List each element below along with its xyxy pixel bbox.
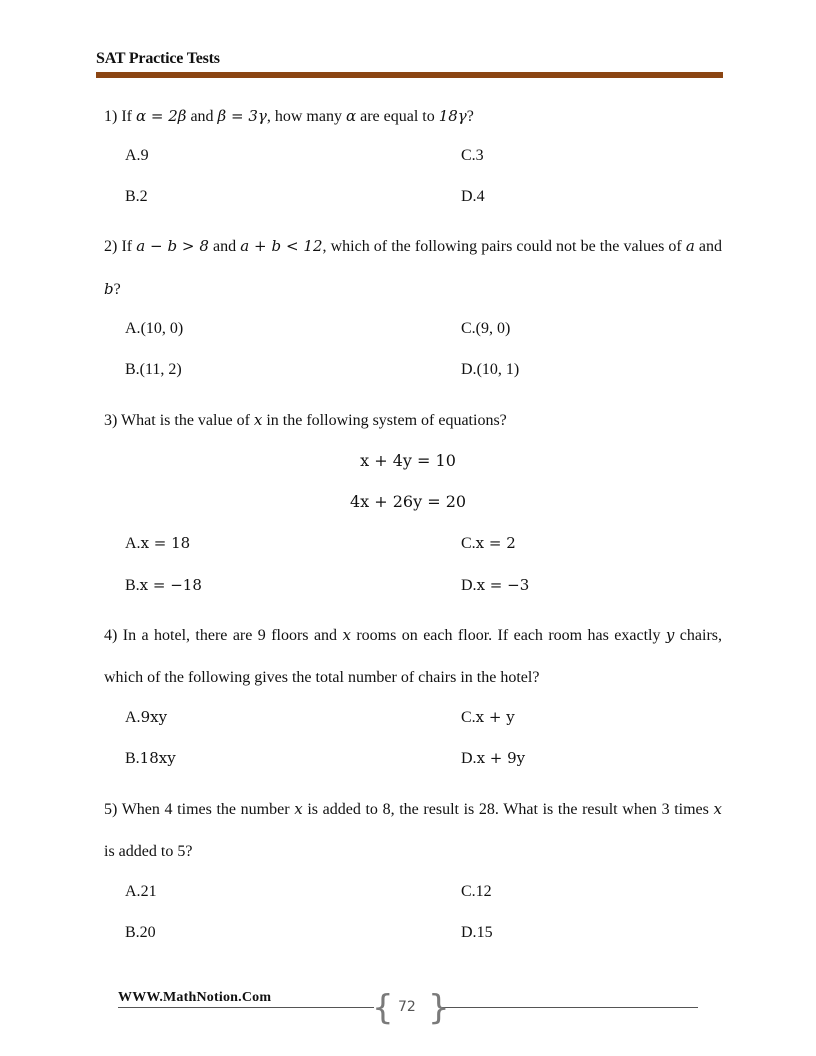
question-number: 3) (104, 412, 118, 429)
option-d: D.x + 9y (461, 749, 526, 767)
question-3 (104, 409, 722, 431)
option-d: D.15 (461, 924, 493, 941)
question-number: 4) (104, 627, 118, 644)
option-b: B.20 (125, 924, 156, 941)
option-a: A.x = 18 (125, 534, 191, 552)
option-a: A.(10, 0) (125, 320, 184, 337)
option-b: B.(11, 2) (125, 361, 182, 378)
question-text: If α = 2β and β = 3γ, how many α are equal to 18γ? (121, 107, 474, 125)
question-2 (104, 225, 722, 311)
question-text: What is the value of x in the following system of equations? (121, 411, 507, 429)
question-number: 5) (104, 801, 118, 818)
footer-divider-right (440, 1007, 698, 1008)
option-b: B.2 (125, 188, 148, 205)
footer-divider-left (118, 1007, 374, 1008)
question-text: If a − b > 8 and a + b < 12, which of the following pairs could not be the values of a and b? (104, 237, 723, 298)
option-a: A.9xy (125, 708, 168, 726)
question-number: 2) (104, 238, 118, 255)
option-d: D.x = −3 (461, 576, 530, 594)
footer-website: WWW.MathNotion.Com (118, 990, 272, 1005)
question-text: In a hotel, there are 9 floors and x rooms on each floor. If each room has exactly y chairs, which of the following gives the total number of chairs in the hotel? (104, 626, 723, 686)
page-header-title: SAT Practice Tests (96, 50, 220, 67)
page-number-right-bracket-icon: } (428, 988, 450, 1028)
page-number-left-bracket-icon: { (372, 988, 394, 1028)
question-1 (104, 105, 722, 127)
option-b: B.x = −18 (125, 576, 202, 594)
option-d: D.(10, 1) (461, 361, 520, 378)
option-d: D.4 (461, 188, 485, 205)
option-c: C.3 (461, 147, 484, 164)
question-number: 1) (104, 108, 118, 125)
option-c: C.(9, 0) (461, 320, 511, 337)
page-number: 72 (398, 999, 416, 1015)
option-c: C.x + y (461, 708, 515, 726)
option-c: C.12 (461, 883, 492, 900)
option-a: A.21 (125, 883, 157, 900)
option-a: A.9 (125, 147, 149, 164)
question-5 (104, 788, 722, 873)
option-b: B.18xy (125, 749, 176, 767)
question-text: When 4 times the number x is added to 8, the result is 28. What is the result when 3 times x is added to 5? (104, 800, 722, 860)
header-divider (96, 72, 723, 78)
equation-2: 4x + 26y = 20 (349, 492, 467, 511)
option-c: C.x = 2 (461, 534, 516, 552)
question-4 (104, 614, 722, 699)
equation-1: x + 4y = 10 (360, 451, 456, 470)
